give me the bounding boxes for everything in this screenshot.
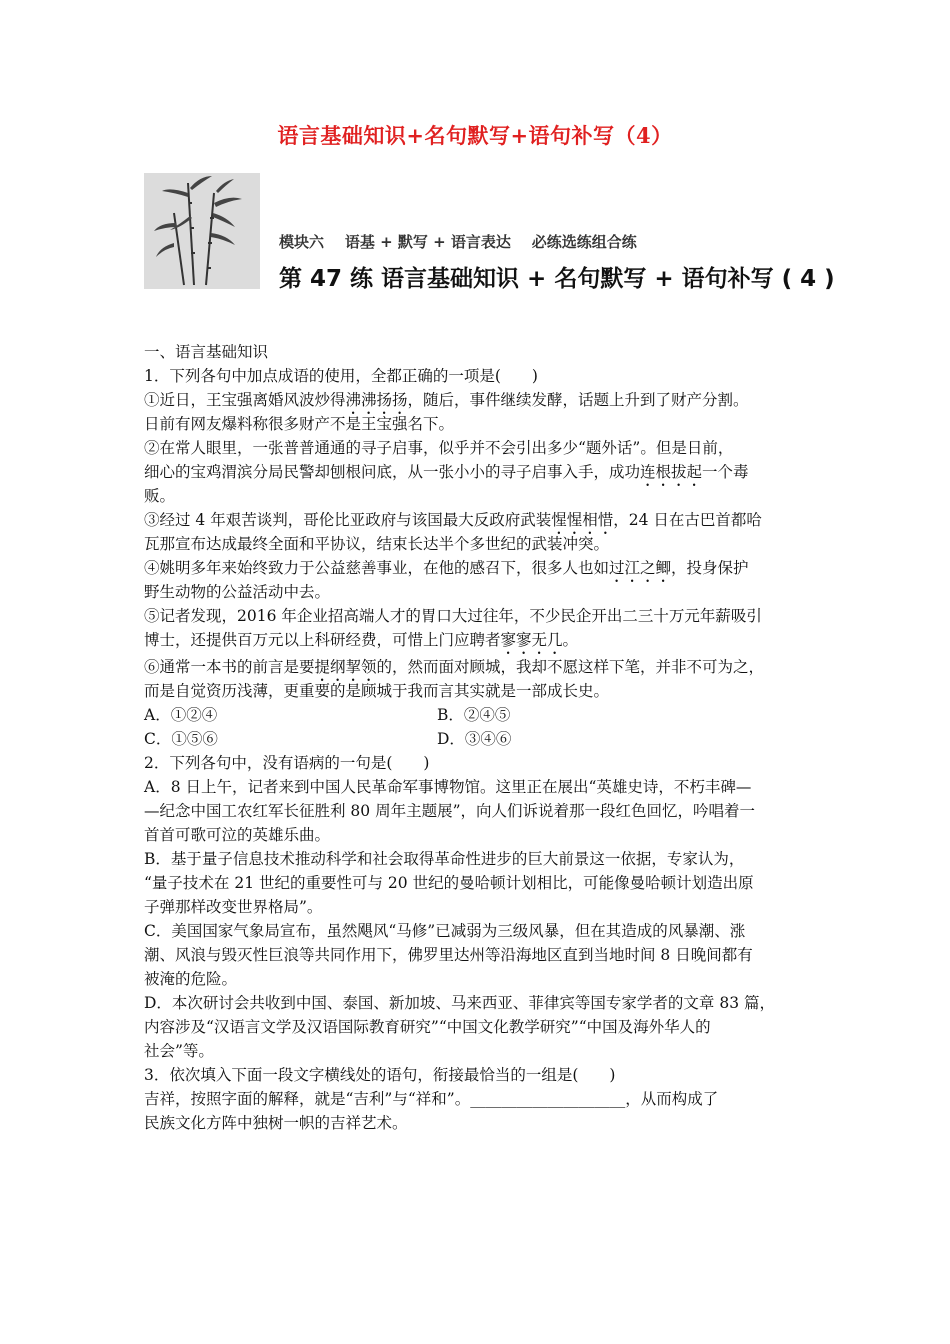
dotted-idiom: 过江之鲫	[609, 559, 672, 577]
question-2-line: 首首可歌可泣的英雄乐曲。	[144, 826, 331, 844]
module-label: 模块六 语基 + 默写 + 语言表达 必练选练组合练	[279, 233, 637, 251]
dotted-idiom: 寥寥无几	[500, 631, 563, 649]
section-heading: 一、语言基础知识	[144, 343, 269, 361]
sentence-5: ⑤记者发现，2016 年企业招高端人才的胃口大过往年，不少民企开出二三十万元年薪吸引	[144, 607, 762, 625]
question-3-passage: 民族文化方阵中独树一帜的吉祥艺术。	[144, 1114, 408, 1132]
sentence-4: ④姚明多年来始终致力于公益慈善事业，在他的感召下，很多人也如过江之鲫，投身保护	[144, 559, 749, 577]
question-2-line: 潮、风浪与毁灭性巨浪等共同作用下，佛罗里达州等沿海地区直到当地时间 8 日晚间都有	[144, 946, 753, 964]
dotted-idiom: 惺惺相惜	[551, 511, 614, 529]
question-2-line: D．本次研讨会共收到中国、泰国、新加坡、马来西亚、菲律宾等国专家学者的文章 83 篇，	[144, 994, 776, 1012]
sentence-6: ⑥通常一本书的前言是要提纲挈领的，然而面对顾城，我却不愿这样下笔，并非不可为之，	[144, 658, 765, 676]
document-title: 语言基础知识+名句默写+语句补写（4）	[277, 123, 673, 148]
question-3-passage: 吉祥，按照字面的解释，就是“吉利”与“祥和”。____________________，从而构成了	[144, 1090, 719, 1108]
option-c: C．①⑤⑥	[144, 730, 218, 748]
question-2-line: —纪念中国工农红军长征胜利 80 周年主题展”，向人们诉说着那一段红色回忆，吟唱着一	[144, 802, 756, 820]
question-2-line: 被淹的危险。	[144, 970, 238, 988]
dotted-idiom: 连根拔起	[640, 463, 703, 481]
question-1-stem: 1．下列各句中加点成语的使用，全都正确的一项是( )	[144, 367, 538, 385]
dotted-idiom: 沸沸扬扬	[345, 391, 408, 409]
question-2-line: 社会”等。	[144, 1042, 214, 1060]
dotted-idiom: 提纲挈领	[314, 658, 377, 676]
question-3-stem: 3．依次填入下面一段文字横线处的语句，衔接最恰当的一组是( )	[144, 1066, 616, 1084]
question-2-line: 内容涉及“汉语言文学及汉语国际教育研究”“中国文化教学研究”“中国及海外华人的	[144, 1018, 711, 1036]
option-b: B．②④⑤	[437, 706, 511, 724]
question-2-line: C．美国国家气象局宣布，虽然飓风“马修”已减弱为三级风暴，但在其造成的风暴潮、涨	[144, 922, 746, 940]
question-2-line: A．8 日上午，记者来到中国人民革命军事博物馆。这里正在展出“英雄史诗，不朽丰碑—	[144, 778, 752, 796]
question-2-line: B．基于量子信息技术推动科学和社会取得革命性进步的巨大前景这一依据，专家认为，	[144, 850, 745, 868]
bamboo-illustration	[144, 173, 260, 289]
option-a: A．①②④	[144, 706, 218, 724]
option-d: D．③④⑥	[437, 730, 512, 748]
sentence-3: ③经过 4 年艰苦谈判，哥伦比亚政府与该国最大反政府武装惺惺相惜，24 日在古巴首都哈	[144, 511, 762, 529]
question-1-options	[144, 703, 814, 727]
question-2-line: 子弹那样改变世界格局”。	[144, 898, 323, 916]
sentence-1: ①近日，王宝强离婚风波炒得沸沸扬扬，随后，事件继续发酵，话题上升到了财产分割。	[144, 391, 749, 409]
sentence-2: ②在常人眼里，一张普普通通的寻子启事，似乎并不会引出多少“题外话”。但是日前，	[144, 439, 734, 457]
question-2-line: “量子技术在 21 世纪的重要性可与 20 世纪的曼哈顿计划相比，可能像曼哈顿计划造出原	[144, 874, 754, 892]
document-body: 一、语言基础知识 1．下列各句中加点成语的使用，全都正确的一项是( ) ①近日，王宝强离婚风波炒得沸沸扬扬，随后，事件继续发酵，话题上升到了财产分割。 日前有网友爆料称很多财产不是王宝强名下。 ②在常人眼里，一张普普通通的寻子启事，似乎并不会引出多少“题外话”。但是日前， 细心的宝鸡渭滨分局民警却刨根问底，从一张小小的寻子启事入手，成功连根拔起一个毒 贩。 ③经过 4 年艰苦谈判，哥伦比亚政府与该国最大反政府武装惺惺相惜，24 日在古巴首都哈 瓦那宣布达成最终全面和平协议，结束长达半个多世纪的武装冲突。 ④姚明多年来始终致力于公益慈善事业，在他的感召下，很多人也如过江之鲫，投身保护 野生动物的公益活动中去。 ⑤记者发现，2016 年企业招高端人才的胃口大过往年，不少民企开出二三十万元年薪吸引 博士，还提供百万元以上科研经费，可惜上门应聘者寥寥无几。 ⑥通常一本书的前言是要提纲挈领的，然而面对顾城，我却不愿这样下笔，并非不可为之， 而是自觉资历浅薄，更重要的是顾城于我而言其实就是一部成长史。 A．①②④ B．②④⑤ C．①⑤⑥ D．③④⑥ 2．下列各句中，没有语病的一句是( ) A．8 日上午，记者来到中国人民革命军事博物馆。这里正在展出“英雄史诗，不朽丰碑— —纪念中国工农红军长征胜利 80 周年主题展”，向人们诉说着那一段红色回忆，吟唱着一 首首可歌可泣的英雄乐曲。 B．基于量子信息技术推动科学和社会取得革命性进步的巨大前景这一依据，专家认为， “量子技术在 21 世纪的重要性可与 20 世纪的曼哈顿计划相比，可能像曼哈顿计划造出原 子弹那样改变世界格局”。 C．美国国家气象局宣布，虽然飓风“马修”已减弱为三级风暴，但在其造成的风暴潮、涨 潮、风浪与毁灭性巨浪等共同作用下，佛罗里达州等沿海地区直到当地时间 8 日晚间都有 被淹的危险。 D．本次研讨会共收到中国、泰国、新加坡、马来西亚、菲律宾等国专家学者的文章 83 篇， 内容涉及“汉语言文学及汉语国际教育研究”“中国文化教学研究”“中国及海外华人的 社会”等。 3．依次填入下面一段文字横线处的语句，衔接最恰当的一组是( ) 吉祥，按照字面的解释，就是“吉利”与“祥和”。____________________，从而构成了 民族文化方阵中独树一帜的吉祥艺术。	[144, 340, 814, 1135]
lesson-title: 第 47 练 语言基础知识 + 名句默写 + 语句补写 ( 4 )	[279, 266, 835, 292]
question-2-stem: 2．下列各句中，没有语病的一句是( )	[144, 754, 430, 772]
question-1-options	[144, 727, 814, 751]
